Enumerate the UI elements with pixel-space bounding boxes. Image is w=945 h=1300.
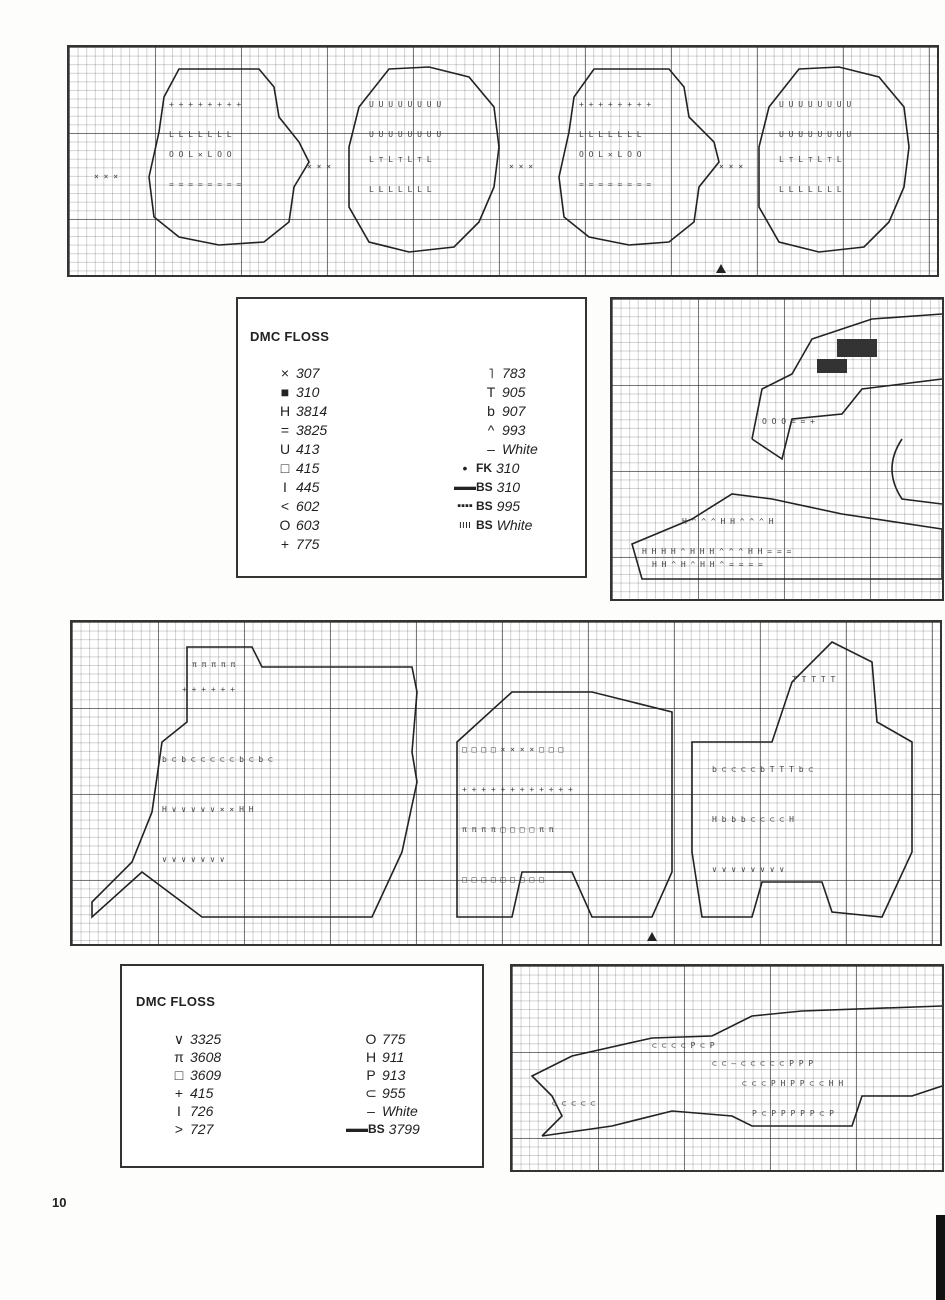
svg-text:O O O = = +: O O O = = + [762, 417, 815, 426]
floss-code: 310 [296, 384, 320, 400]
motif-cat [92, 647, 417, 917]
key-row [360, 1084, 405, 1102]
floss-code: 603 [296, 517, 320, 533]
symbol: □ [280, 460, 290, 476]
key-title: DMC FLOSS [250, 329, 330, 344]
floss-code: 415 [296, 460, 320, 476]
floss-code: 3799 [388, 1121, 420, 1137]
floss-code: 307 [296, 365, 320, 381]
motif-dragon-body [752, 314, 942, 459]
svg-text:U U U U U U U U: U U U U U U U U [779, 130, 852, 139]
symbol: ■ [280, 384, 290, 400]
key-row [274, 535, 319, 553]
dragon-motif [612, 299, 942, 599]
key-row [274, 364, 319, 382]
key-row [274, 440, 319, 458]
floss-code: 726 [190, 1103, 214, 1119]
svg-text:+ + + + + + + + + + + +: + + + + + + + + + + + + [462, 785, 573, 794]
symbol: < [280, 498, 290, 514]
svg-text:T T T T T: T T T T T [792, 675, 836, 684]
floss-code: 3325 [190, 1031, 222, 1047]
key-row [274, 383, 319, 401]
symbol: ˥ [488, 365, 494, 381]
svg-text:O O L ✕ L O O: O O L ✕ L O O [169, 150, 232, 159]
svg-text:∨ ∨ ∨ ∨ ∨ ∨ ∨ ∨: ∨ ∨ ∨ ∨ ∨ ∨ ∨ ∨ [712, 865, 785, 874]
symbol: O [365, 1031, 377, 1047]
page-number: 10 [52, 1195, 67, 1210]
symbol: = [280, 422, 290, 438]
symbol: ▪▪▪▪ [457, 500, 473, 512]
floss-code: 911 [382, 1049, 405, 1065]
stitch-type: BS [476, 480, 493, 494]
svg-text:b ⊂ ⊂ ⊂ ⊂ b T T T b ⊂: b ⊂ ⊂ ⊂ ⊂ b T T T b ⊂ [712, 765, 814, 774]
svg-text:× × ×: × × × [307, 162, 332, 171]
key-row [168, 1048, 221, 1066]
svg-text:L L L L L L L: L L L L L L L [779, 185, 842, 194]
svg-text:⊂ ⊂ ⊂ P H P P ⊂ ⊂ H H: ⊂ ⊂ ⊂ P H P P ⊂ ⊂ H H [742, 1079, 844, 1088]
floss-code: 3825 [296, 422, 328, 438]
key-row [274, 478, 319, 496]
stitch-type: BS [368, 1122, 385, 1136]
stitch-type: BS [476, 518, 493, 532]
symbol: > [174, 1121, 184, 1137]
cross-stitch-chart-dragon [610, 297, 944, 601]
floss-code: 413 [296, 441, 320, 457]
symbol: ▬▬ [454, 481, 476, 493]
svg-text:× × ×: × × × [719, 162, 744, 171]
svg-text:P ⊂ P P P P P ⊂ P: P ⊂ P P P P P ⊂ P [752, 1109, 834, 1118]
svg-text:H ^ ^ ^ H H ^ ^ ^ H: H ^ ^ ^ H H ^ ^ ^ H [682, 517, 774, 526]
key-row [274, 497, 319, 515]
key-row [480, 421, 525, 439]
symbol: – [367, 1103, 375, 1119]
center-marker [647, 932, 657, 941]
symbol: ^ [487, 422, 495, 438]
symbol: O [279, 517, 291, 533]
svg-text:U U U U U U U U: U U U U U U U U [369, 100, 442, 109]
svg-text:π π π π □ □ □ □ π π: π π π π □ □ □ □ π π [462, 825, 554, 834]
key-row [480, 440, 538, 458]
key-row [480, 364, 525, 382]
floss-code: 415 [190, 1085, 214, 1101]
key-title: DMC FLOSS [136, 994, 216, 1009]
animal-motifs [72, 622, 940, 944]
center-marker [716, 264, 726, 273]
floss-code: 955 [382, 1085, 406, 1101]
svg-text:□ □ □ □ □ □ □ □ □: □ □ □ □ □ □ □ □ □ [462, 875, 544, 884]
svg-text:⊂ ⊂ – ⊂ ⊂ ⊂ ⊂ ⊂ P P P: ⊂ ⊂ – ⊂ ⊂ ⊂ ⊂ ⊂ P P P [712, 1059, 814, 1068]
symbol: U [279, 441, 291, 457]
key-row [168, 1102, 213, 1120]
svg-text:∨ ∨ ∨ ∨ ∨ ∨ ∨: ∨ ∨ ∨ ∨ ∨ ∨ ∨ [162, 855, 225, 864]
key-row [274, 516, 319, 534]
key-row [454, 478, 520, 496]
floss-code: 907 [502, 403, 526, 419]
symbol: • [462, 460, 468, 476]
key-row [360, 1102, 418, 1120]
symbol: ⊂ [365, 1084, 377, 1101]
svg-text:= = = = = = = =: = = = = = = = = [579, 180, 652, 189]
floss-key-1 [236, 297, 587, 578]
floss-code: 727 [190, 1121, 214, 1137]
floss-code: White [382, 1103, 418, 1119]
key-row [360, 1030, 405, 1048]
symbol: + [280, 536, 290, 552]
svg-text:H H H H ^ H H H ^ ^ ^ H H = =: H H H H ^ H H H ^ ^ ^ H H = = = [642, 547, 792, 556]
floss-code: 905 [502, 384, 526, 400]
svg-text:L L L L L L L: L L L L L L L [169, 130, 232, 139]
floss-code: 775 [382, 1031, 406, 1047]
key-row [274, 421, 327, 439]
stitch-type: BS [476, 499, 493, 513]
floss-code: 775 [296, 536, 320, 552]
floss-code: 3609 [190, 1067, 222, 1083]
svg-text:× × ×: × × × [94, 172, 119, 181]
svg-text:U U U U U U U U: U U U U U U U U [779, 100, 852, 109]
key-row [274, 402, 327, 420]
key-row [480, 383, 525, 401]
svg-text:+ + + + + + + +: + + + + + + + + [169, 100, 242, 109]
svg-text:⊂ ⊂ ⊂ ⊂ P ⊂ P: ⊂ ⊂ ⊂ ⊂ P ⊂ P [652, 1041, 715, 1050]
floss-code: 995 [496, 498, 521, 514]
cross-stitch-chart-crocodile [510, 964, 944, 1172]
svg-text:+ + + + + + + +: + + + + + + + + [579, 100, 652, 109]
floss-code: 3608 [190, 1049, 222, 1065]
key-row [168, 1066, 221, 1084]
symbol: I [177, 1103, 181, 1119]
stitch-type: FK [476, 461, 492, 475]
owl-motifs [69, 47, 937, 275]
key-row [360, 1066, 405, 1084]
symbol: P [366, 1067, 376, 1083]
floss-code: White [496, 517, 533, 533]
svg-text:⊂ ⊂ ⊂ ⊂ ⊂: ⊂ ⊂ ⊂ ⊂ ⊂ [552, 1099, 596, 1108]
floss-code: 310 [496, 460, 520, 476]
svg-text:× × ×: × × × [509, 162, 534, 171]
symbol: × [280, 365, 290, 381]
floss-code: 3814 [296, 403, 328, 419]
symbol: + [174, 1085, 184, 1101]
svg-text:L ⊤ L ⊤ L ⊤ L: L ⊤ L ⊤ L ⊤ L [369, 155, 432, 164]
svg-text:H ∨ ∨ ∨ ∨ ∨ × × H H: H ∨ ∨ ∨ ∨ ∨ × × H H [162, 805, 254, 814]
floss-code: 445 [296, 479, 320, 495]
floss-key-2 [120, 964, 484, 1168]
symbol: ▬▬ [346, 1123, 368, 1135]
floss-code: 913 [382, 1067, 406, 1083]
svg-text:+ + + + + +: + + + + + + [182, 685, 235, 694]
svg-text:L ⊤ L ⊤ L ⊤ L: L ⊤ L ⊤ L ⊤ L [779, 155, 842, 164]
key-row [454, 516, 532, 534]
svg-text:□ □ □ □ × × × × □ □ □: □ □ □ □ × × × × □ □ □ [462, 745, 564, 754]
motif-ring [892, 439, 942, 504]
symbol: H [279, 403, 291, 419]
svg-text:= = = = = = = =: = = = = = = = = [169, 180, 242, 189]
key-row [454, 459, 519, 477]
svg-text:H b b b ⊂ ⊂ ⊂ ⊂ H: H b b b ⊂ ⊂ ⊂ ⊂ H [712, 815, 794, 824]
symbol: ıııı [458, 519, 472, 531]
key-row [168, 1030, 221, 1048]
cross-stitch-chart-animals [70, 620, 942, 946]
floss-code: 783 [502, 365, 526, 381]
scan-edge [936, 1215, 945, 1300]
motif-crocodile [532, 1006, 942, 1136]
floss-code: White [502, 441, 538, 457]
symbol: π [174, 1049, 184, 1065]
floss-code: 993 [502, 422, 526, 438]
symbol: ∨ [173, 1030, 185, 1047]
symbol: – [487, 441, 495, 457]
key-row [168, 1120, 213, 1138]
symbol: □ [174, 1067, 184, 1083]
key-row [274, 459, 319, 477]
floss-code: 310 [496, 479, 521, 495]
svg-text:H H ^ H ^ H H ^ = = = =: H H ^ H ^ H H ^ = = = = [652, 560, 763, 569]
svg-text:b ⊂ b ⊂ ⊂ ⊂ ⊂ ⊂ b ⊂ b ⊂: b ⊂ b ⊂ ⊂ ⊂ ⊂ ⊂ b ⊂ b ⊂ [162, 755, 273, 764]
cross-stitch-chart-owls [67, 45, 939, 277]
crocodile-motif [512, 966, 942, 1170]
key-row [346, 1120, 420, 1138]
key-row [360, 1048, 404, 1066]
key-row [480, 402, 525, 420]
svg-text:O O L ✕ L O O: O O L ✕ L O O [579, 150, 642, 159]
symbol: b [487, 403, 495, 419]
symbol: H [365, 1049, 377, 1065]
symbol: T [486, 384, 496, 400]
svg-text:L L L L L L L: L L L L L L L [579, 130, 642, 139]
symbol: I [283, 479, 287, 495]
svg-text:U U U U U U U U: U U U U U U U U [369, 130, 442, 139]
svg-text:π π π π π: π π π π π [192, 660, 236, 669]
svg-text:L L L L L L L: L L L L L L L [369, 185, 432, 194]
key-row [454, 497, 520, 515]
key-row [168, 1084, 213, 1102]
floss-code: 602 [296, 498, 320, 514]
